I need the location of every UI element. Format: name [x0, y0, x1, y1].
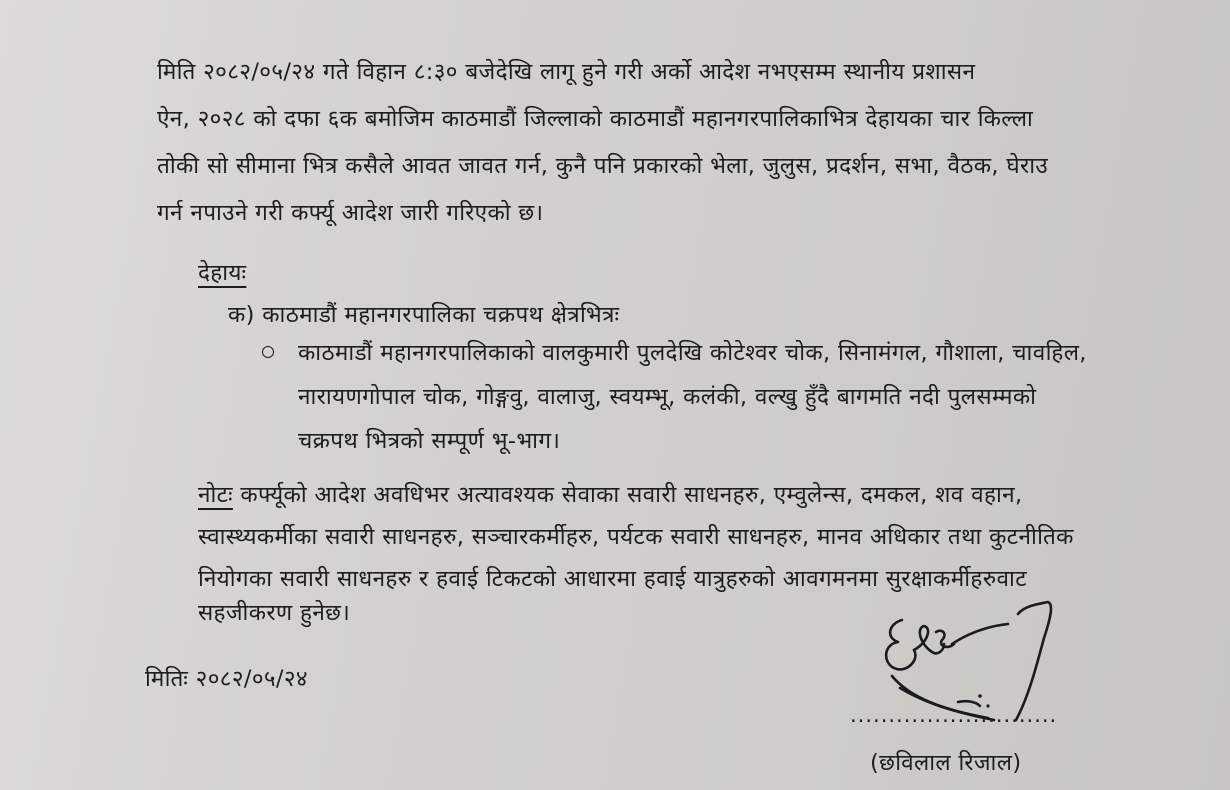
note-line-2: स्वास्थ्यकर्मीका सवारी साधनहरु, सञ्चारकर्मीहरु, पर्यटक सवारी साधनहरु, मानव अधिकार तथा कुटनीतिक	[198, 524, 1074, 550]
date-line: मितिः २०८२/०५/२४	[145, 666, 308, 692]
note-line-4: सहजीकरण हुनेछ।	[198, 600, 351, 626]
bullet-line-1: काठमाडौं महानगरपालिकाको वालकुमारी पुलदेखि कोटेश्वर चोक, सिनामंगल, गौशाला, चावहिल,	[298, 340, 1087, 366]
bullet-circle-icon	[262, 346, 274, 358]
signatory-name: (छविलाल रिजाल)	[870, 750, 1022, 776]
signature-dots: ...........................	[850, 703, 1058, 727]
note-line-1	[198, 480, 1023, 510]
note-line-3: नियोगका सवारी साधनहरु र हवाई टिकटको आधारमा हवाई यात्रुहरुको आवगमनमा सुरक्षाकर्मीहरुवाट	[198, 566, 1027, 592]
dehaya-heading: देहायः	[198, 260, 247, 286]
para1-line-3: तोकी सो सीमाना भित्र कसैले आवत जावत गर्न, कुनै पनि प्रकारको भेला, जुलुस, प्रदर्शन, सभा, वैठक, घेराउ	[157, 153, 1049, 179]
bullet-line-3: चक्रपथ भित्रको सम्पूर्ण भू-भाग।	[298, 428, 561, 454]
para1-line-2: ऐन, २०२८ को दफा ६क बमोजिम काठमाडौं जिल्लाको काठमाडौं महानगरपालिकाभित्र देहायका चार किल्ला	[157, 106, 1034, 132]
note-text-1: कर्फ्यूको आदेश अवधिभर अत्यावश्यक सेवाका सवारी साधनहरु, एम्वुलेन्स, दमकल, शव वहान,	[232, 482, 1023, 508]
para1-line-1: मिति २०८२/०५/२४ गते विहान ८:३० बजेदेखि लागू हुने गरी अर्को आदेश नभएसम्म स्थानीय प्रशासन	[157, 59, 976, 85]
note-label: नोटः	[198, 482, 233, 508]
bullet-line-2: नारायणगोपाल चोक, गोङ्गवु, वालाजु, स्वयम्भू, कलंकी, वल्खु हुँदै बागमति नदी पुलसम्मको	[298, 384, 1037, 410]
para1-line-4: गर्न नपाउने गरी कर्फ्यू आदेश जारी गरिएको छ।	[157, 200, 544, 226]
item-k: क) काठमाडौं महानगरपालिका चक्रपथ क्षेत्रभित्रः	[228, 302, 620, 328]
